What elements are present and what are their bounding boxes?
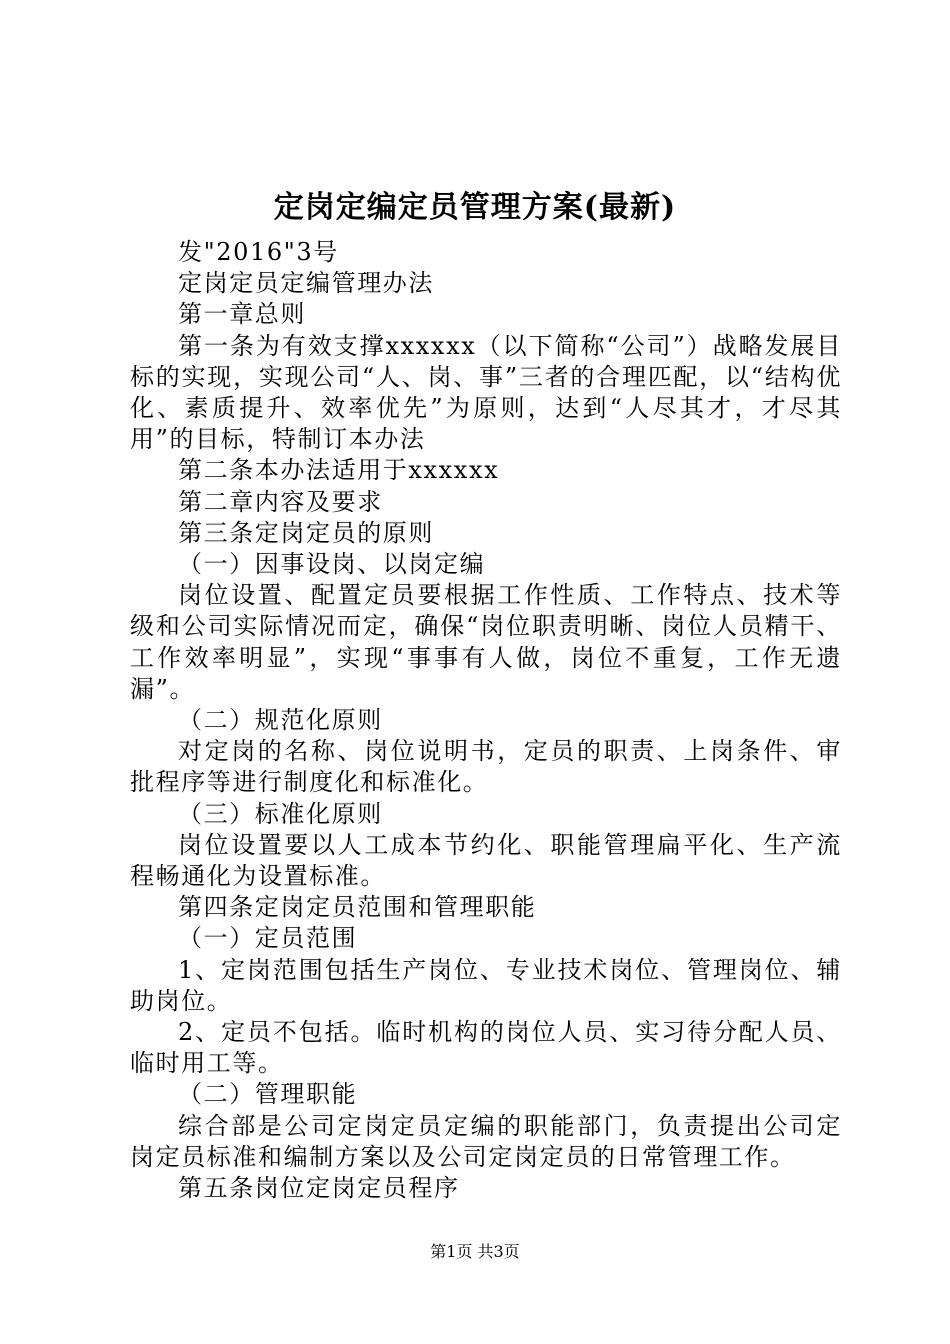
list-item: 1、定岗范围包括生产岗位、专业技术岗位、管理岗位、辅助岗位。 [130,955,842,1015]
body-paragraph: 对定岗的名称、岗位说明书，定员的职责、上岗条件、审批程序等进行制度化和标准化。 [130,737,842,797]
section-heading: （一）因事设岗、以岗定编 [178,550,486,579]
body-paragraph: 综合部是公司定岗定员定编的职能部门，负责提出公司定岗定员标准和编制方案以及公司定岗定员的日常管理工作。 [130,1111,842,1171]
article-heading: 第五条岗位定岗定员程序 [178,1174,460,1203]
article-heading: 第三条定岗定员的原则 [178,518,434,547]
body-paragraph: 岗位设置、配置定员要根据工作性质、工作特点、技术等级和公司实际情况而定，确保“岗位职责明晰、岗位人员精干、工作效率明显”，实现“事事有人做，岗位不重复，工作无遗漏”。 [130,581,842,703]
chapter-heading: 第一章总则 [178,300,306,329]
page-footer: 第1页 共3页 [430,1242,520,1261]
section-heading: （二）管理职能 [178,1080,358,1109]
document-body [130,237,842,1204]
list-item: 2、定员不包括。临时机构的岗位人员、实习待分配人员、临时用工等。 [130,1018,842,1078]
section-heading: （一）定员范围 [178,924,358,953]
document-title: 定岗定编定员管理方案(最新) [273,190,677,225]
section-heading: （二）规范化原则 [178,706,383,735]
article-paragraph: 第二条本办法适用于xxxxxx [178,456,500,485]
article-heading: 第四条定岗定员范围和管理职能 [178,893,537,922]
doc-number: 发"2016"3号 [178,238,339,266]
regulation-title: 定岗定员定编管理办法 [178,269,434,298]
article-paragraph: 第一条为有效支撑xxxxxx（以下简称“公司”）战略发展目标的实现，实现公司“人、岗、事”三者的合理匹配，以“结构优化、素质提升、效率优先”为原则，达到“人尽其才，才尽其用”的目标，特制订本办法 [130,331,842,454]
body-paragraph: 岗位设置要以人工成本节约化、职能管理扁平化、生产流程畅通化为设置标准。 [130,830,842,891]
section-heading: （三）标准化原则 [178,799,383,828]
chapter-heading: 第二章内容及要求 [178,487,383,516]
